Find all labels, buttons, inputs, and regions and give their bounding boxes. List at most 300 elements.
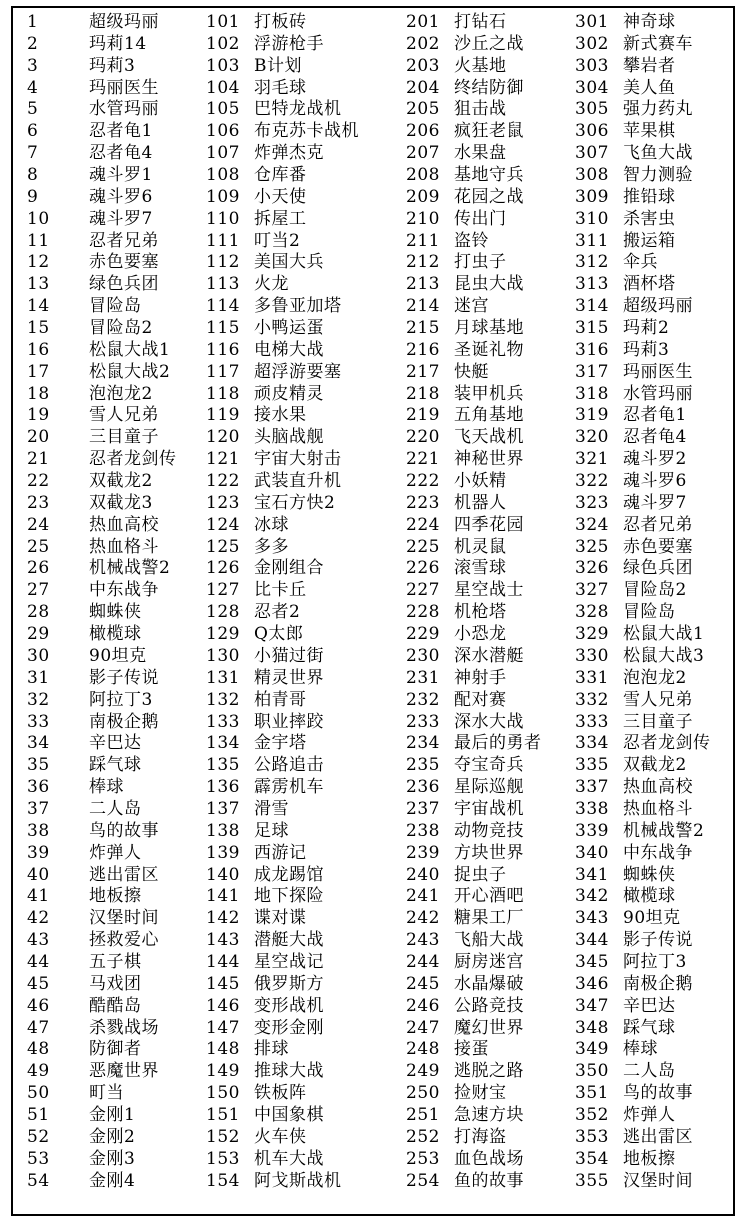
game-title: 阿戈斯战机 (254, 1170, 342, 1191)
game-title: 辛巴达 (623, 995, 676, 1016)
game-number: 350 (575, 1061, 609, 1082)
game-number: 102 (206, 33, 240, 54)
game-title: 苹果棋 (623, 121, 676, 142)
game-number: 7 (27, 143, 39, 164)
game-title: 忍者龟4 (89, 143, 153, 164)
game-title: 深水大战 (454, 711, 524, 732)
game-title: 二人岛 (89, 798, 142, 819)
game-number: 306 (575, 121, 609, 142)
game-number: 137 (206, 798, 240, 819)
game-number: 104 (206, 77, 240, 98)
game-number: 145 (206, 973, 240, 994)
game-title: 杀害虫 (623, 208, 676, 229)
game-number: 212 (406, 252, 440, 273)
game-title: 踩气球 (623, 1017, 676, 1038)
game-title: 沙丘之战 (454, 33, 524, 54)
game-title: 足球 (254, 820, 289, 841)
game-number: 244 (406, 951, 440, 972)
game-title: 武装直升机 (254, 471, 342, 492)
game-title: 传出门 (454, 208, 507, 229)
game-number: 315 (575, 318, 609, 339)
game-number: 245 (406, 973, 440, 994)
game-number: 23 (27, 492, 50, 513)
game-number: 211 (406, 230, 440, 251)
game-number: 330 (575, 645, 609, 666)
game-number: 338 (575, 798, 609, 819)
game-number: 322 (575, 471, 609, 492)
game-title: 水管玛丽 (89, 99, 159, 120)
game-title: 成龙踢馆 (254, 864, 324, 885)
game-title: 推球大战 (254, 1061, 324, 1082)
game-title: 宝石方快2 (254, 492, 336, 513)
game-number: 150 (206, 1083, 240, 1104)
game-number: 235 (406, 755, 440, 776)
game-number: 34 (27, 733, 50, 754)
game-number: 312 (575, 252, 609, 273)
game-title: 鸟的故事 (89, 820, 159, 841)
game-title: 潜艇大战 (254, 930, 324, 951)
game-number: 120 (206, 427, 240, 448)
game-title: 排球 (254, 1039, 289, 1060)
game-title: 魂斗罗7 (623, 492, 687, 513)
game-title: 地下探险 (254, 886, 324, 907)
game-title: 打板砖 (254, 12, 307, 32)
game-title: 配对赛 (454, 689, 507, 710)
game-title: 雪人兄弟 (89, 405, 159, 426)
game-number: 319 (575, 405, 609, 426)
game-number: 341 (575, 864, 609, 885)
game-title: 超浮游要塞 (254, 361, 342, 382)
game-title: 蜘蛛侠 (89, 602, 142, 623)
game-number: 116 (206, 339, 240, 360)
game-title: 二人岛 (623, 1061, 676, 1082)
game-number: 130 (206, 645, 240, 666)
game-number: 48 (27, 1039, 50, 1060)
game-number: 201 (406, 12, 440, 32)
game-number: 123 (206, 492, 240, 513)
game-number: 331 (575, 667, 609, 688)
game-number: 349 (575, 1039, 609, 1060)
game-title: 绿色兵团 (623, 558, 693, 579)
game-title: 赤色要塞 (623, 536, 693, 557)
game-number: 337 (575, 777, 609, 798)
game-number: 5 (27, 99, 39, 120)
game-number: 30 (27, 645, 50, 666)
game-number: 342 (575, 886, 609, 907)
game-number: 142 (206, 908, 240, 929)
game-title: 搬运箱 (623, 230, 676, 251)
game-title: 公路追击 (254, 755, 324, 776)
game-title: 宇宙战机 (454, 798, 524, 819)
game-number: 37 (27, 798, 50, 819)
game-title: 小恐龙 (454, 624, 507, 645)
game-title: 水管玛丽 (623, 383, 693, 404)
game-title: 棒球 (89, 777, 124, 798)
game-number: 52 (27, 1126, 50, 1147)
game-title: 橄榄球 (623, 886, 676, 907)
game-title: 火车侠 (254, 1126, 307, 1147)
game-number: 146 (206, 995, 240, 1016)
game-number: 209 (406, 186, 440, 207)
game-title: 金刚4 (89, 1170, 136, 1191)
game-title: 神射手 (454, 667, 507, 688)
game-title: 魂斗罗2 (623, 449, 687, 470)
game-title: 星际巡舰 (454, 777, 524, 798)
game-number: 334 (575, 733, 609, 754)
game-title: 圣诞礼物 (454, 339, 524, 360)
game-title: 拆屋工 (254, 208, 307, 229)
game-number: 152 (206, 1126, 240, 1147)
game-title: 快艇 (454, 361, 489, 382)
game-number: 213 (406, 274, 440, 295)
game-title: 机械战警2 (89, 558, 171, 579)
game-number: 10 (27, 208, 50, 229)
game-number: 105 (206, 99, 240, 120)
game-title: 魔幻世界 (454, 1017, 524, 1038)
game-title: 水晶爆破 (454, 973, 524, 994)
game-title: 飞船大战 (454, 930, 524, 951)
game-title: 头脑战舰 (254, 427, 324, 448)
game-number: 22 (27, 471, 50, 492)
game-number: 340 (575, 842, 609, 863)
game-number: 240 (406, 864, 440, 885)
game-number: 222 (406, 471, 440, 492)
game-title: 小妖精 (454, 471, 507, 492)
game-title: 辛巴达 (89, 733, 142, 754)
game-number: 228 (406, 602, 440, 623)
game-number: 20 (27, 427, 50, 448)
game-number: 127 (206, 580, 240, 601)
game-title: 顽皮精灵 (254, 383, 324, 404)
game-number: 347 (575, 995, 609, 1016)
game-number: 237 (406, 798, 440, 819)
game-number: 323 (575, 492, 609, 513)
game-number: 53 (27, 1148, 50, 1169)
game-number: 49 (27, 1061, 50, 1082)
game-title: 智力测验 (623, 165, 693, 186)
game-number: 141 (206, 886, 240, 907)
game-number: 148 (206, 1039, 240, 1060)
game-number: 248 (406, 1039, 440, 1060)
game-title: Q太郎 (254, 624, 304, 645)
game-number: 113 (206, 274, 240, 295)
game-title: 三目童子 (89, 427, 159, 448)
game-title: 星空战记 (254, 951, 324, 972)
game-title: 开心酒吧 (454, 886, 524, 907)
game-title: 强力药丸 (623, 99, 693, 120)
game-title: 宇宙大射击 (254, 449, 342, 470)
game-title: 热血高校 (623, 777, 693, 798)
game-title: 变形金刚 (254, 1017, 324, 1038)
game-number: 348 (575, 1017, 609, 1038)
game-title: 基地守兵 (454, 165, 524, 186)
game-title: 接蛋 (454, 1039, 489, 1060)
game-title: 最后的勇者 (454, 733, 542, 754)
game-number: 11 (27, 230, 50, 251)
game-title: 逃出雷区 (89, 864, 159, 885)
game-number: 221 (406, 449, 440, 470)
game-number: 36 (27, 777, 50, 798)
game-number: 125 (206, 536, 240, 557)
game-number: 19 (27, 405, 50, 426)
game-title: 泡泡龙2 (623, 667, 687, 688)
game-number: 128 (206, 602, 240, 623)
game-title: 冒险岛2 (623, 580, 687, 601)
game-title: 赤色要塞 (89, 252, 159, 273)
game-number: 54 (27, 1170, 50, 1191)
game-number: 133 (206, 711, 240, 732)
game-number: 44 (27, 951, 50, 972)
game-number: 204 (406, 77, 440, 98)
game-title: 装甲机兵 (454, 383, 524, 404)
game-number: 210 (406, 208, 440, 229)
game-title: 酒杯塔 (623, 274, 676, 295)
game-title: 冒险岛 (623, 602, 676, 623)
game-title: 夺宝奇兵 (454, 755, 524, 776)
game-number: 224 (406, 514, 440, 535)
game-title: 中东战争 (623, 842, 693, 863)
game-title: 四季花园 (454, 514, 524, 535)
game-number: 154 (206, 1170, 240, 1191)
game-number: 8 (27, 165, 39, 186)
game-title: 羽毛球 (254, 77, 307, 98)
game-number: 124 (206, 514, 240, 535)
game-title: 绿色兵团 (89, 274, 159, 295)
game-title: 火基地 (454, 55, 507, 76)
game-title: 接水果 (254, 405, 307, 426)
game-title: 魂斗罗6 (89, 186, 153, 207)
game-number: 238 (406, 820, 440, 841)
game-title: 地板擦 (623, 1148, 676, 1169)
game-title: 职业摔跤 (254, 711, 324, 732)
game-title: 电梯大战 (254, 339, 324, 360)
game-title: 松鼠大战1 (89, 339, 171, 360)
game-number: 51 (27, 1104, 50, 1125)
game-title: 中国象棋 (254, 1104, 324, 1125)
game-title: 西游记 (254, 842, 307, 863)
game-number: 309 (575, 186, 609, 207)
game-number: 103 (206, 55, 240, 76)
game-number: 147 (206, 1017, 240, 1038)
game-number: 136 (206, 777, 240, 798)
game-number: 38 (27, 820, 50, 841)
game-title: 急速方块 (454, 1104, 524, 1125)
game-number: 3 (27, 55, 39, 76)
game-number: 307 (575, 143, 609, 164)
game-title: 公路竞技 (454, 995, 524, 1016)
game-title: 棒球 (623, 1039, 658, 1060)
game-number: 236 (406, 777, 440, 798)
game-title: 糖果工厂 (454, 908, 524, 929)
game-title: 滚雪球 (454, 558, 507, 579)
game-number: 143 (206, 930, 240, 951)
game-number: 17 (27, 361, 50, 382)
game-number: 223 (406, 492, 440, 513)
game-title: 谍对谍 (254, 908, 307, 929)
game-number: 353 (575, 1126, 609, 1147)
game-number: 332 (575, 689, 609, 710)
game-title: 玛莉3 (89, 55, 136, 76)
game-title: 血色战场 (454, 1148, 524, 1169)
game-number: 328 (575, 602, 609, 623)
game-title: 变形战机 (254, 995, 324, 1016)
game-number: 250 (406, 1083, 440, 1104)
game-title: 月球基地 (454, 318, 524, 339)
game-number: 114 (206, 296, 240, 317)
game-title: 五子棋 (89, 951, 142, 972)
game-title: B计划 (254, 55, 302, 76)
game-title: 玛莉3 (623, 339, 670, 360)
game-number: 205 (406, 99, 440, 120)
game-number: 6 (27, 121, 39, 142)
game-number: 139 (206, 842, 240, 863)
game-title: 霹雳机车 (254, 777, 324, 798)
game-number: 15 (27, 318, 50, 339)
game-title: 金宇塔 (254, 733, 307, 754)
game-title: 町当 (89, 1083, 124, 1104)
game-title: 机器人 (454, 492, 507, 513)
game-number: 233 (406, 711, 440, 732)
game-title: 冒险岛 (89, 296, 142, 317)
game-title: 玛丽医生 (89, 77, 159, 98)
game-title: 叮当2 (254, 230, 301, 251)
game-number: 308 (575, 165, 609, 186)
game-number: 119 (206, 405, 240, 426)
game-number: 33 (27, 711, 50, 732)
game-number: 203 (406, 55, 440, 76)
game-number: 214 (406, 296, 440, 317)
game-title: 松鼠大战2 (89, 361, 171, 382)
game-title: 逃出雷区 (623, 1126, 693, 1147)
game-number: 131 (206, 667, 240, 688)
game-number: 229 (406, 624, 440, 645)
game-number: 108 (206, 165, 240, 186)
game-number: 246 (406, 995, 440, 1016)
game-number: 304 (575, 77, 609, 98)
game-number: 253 (406, 1148, 440, 1169)
game-number: 354 (575, 1148, 609, 1169)
game-number: 21 (27, 449, 50, 470)
game-title: 魂斗罗1 (89, 165, 153, 186)
game-number: 326 (575, 558, 609, 579)
game-title: 地板擦 (89, 886, 142, 907)
game-title: 铁板阵 (254, 1083, 307, 1104)
game-number: 325 (575, 536, 609, 557)
game-title: 双截龙2 (623, 755, 687, 776)
game-number: 121 (206, 449, 240, 470)
game-number: 321 (575, 449, 609, 470)
game-number: 303 (575, 55, 609, 76)
game-title: 金刚2 (89, 1126, 136, 1147)
game-number: 26 (27, 558, 50, 579)
game-number: 231 (406, 667, 440, 688)
game-number: 218 (406, 383, 440, 404)
game-number: 355 (575, 1170, 609, 1191)
game-title: 双截龙3 (89, 492, 153, 513)
game-number: 25 (27, 536, 50, 557)
game-number: 112 (206, 252, 240, 273)
game-number: 135 (206, 755, 240, 776)
game-title: 仓库番 (254, 165, 307, 186)
game-number: 316 (575, 339, 609, 360)
game-title: 深水潜艇 (454, 645, 524, 666)
game-number: 132 (206, 689, 240, 710)
game-title: 机灵鼠 (454, 536, 507, 557)
game-number: 39 (27, 842, 50, 863)
game-number: 31 (27, 667, 50, 688)
game-number: 138 (206, 820, 240, 841)
game-title: 火龙 (254, 274, 289, 295)
game-title: 布克苏卡战机 (254, 121, 359, 142)
game-title: 小天使 (254, 186, 307, 207)
game-list-sheet (11, 6, 735, 1216)
game-title: 超级玛丽 (623, 296, 693, 317)
game-number: 345 (575, 951, 609, 972)
game-title: 疯狂老鼠 (454, 121, 524, 142)
game-title: 机械战警2 (623, 820, 705, 841)
game-title: 中东战争 (89, 580, 159, 601)
game-title: 南极企鹅 (623, 973, 693, 994)
game-number: 346 (575, 973, 609, 994)
game-number: 18 (27, 383, 50, 404)
game-number: 311 (575, 230, 609, 251)
game-number: 206 (406, 121, 440, 142)
game-number: 344 (575, 930, 609, 951)
game-title: 捉虫子 (454, 864, 507, 885)
game-number: 149 (206, 1061, 240, 1082)
game-number: 106 (206, 121, 240, 142)
game-number: 243 (406, 930, 440, 951)
game-title: 炸弹杰克 (254, 143, 324, 164)
game-title: 忍者龟1 (623, 405, 687, 426)
game-number: 207 (406, 143, 440, 164)
game-number: 115 (206, 318, 240, 339)
game-title: 精灵世界 (254, 667, 324, 688)
game-title: 马戏团 (89, 973, 142, 994)
game-title: 忍者兄弟 (623, 514, 693, 535)
game-title: 机车大战 (254, 1148, 324, 1169)
game-number: 314 (575, 296, 609, 317)
game-number: 107 (206, 143, 240, 164)
game-title: 影子传说 (89, 667, 159, 688)
game-title: 忍者龟1 (89, 121, 153, 142)
game-number: 234 (406, 733, 440, 754)
game-title: 迷宫 (454, 296, 489, 317)
game-number: 13 (27, 274, 50, 295)
game-number: 220 (406, 427, 440, 448)
game-title: 方块世界 (454, 842, 524, 863)
game-number: 117 (206, 361, 240, 382)
game-number: 144 (206, 951, 240, 972)
game-title: 忍者兄弟 (89, 230, 159, 251)
game-number: 45 (27, 973, 50, 994)
game-number: 317 (575, 361, 609, 382)
game-number: 230 (406, 645, 440, 666)
game-title: 水果盘 (454, 143, 507, 164)
game-number: 111 (206, 230, 240, 251)
game-title: 阿拉丁3 (89, 689, 153, 710)
game-title: 打钻石 (454, 12, 507, 32)
game-number: 202 (406, 33, 440, 54)
game-number: 14 (27, 296, 50, 317)
game-title: 逃脱之路 (454, 1061, 524, 1082)
game-number: 247 (406, 1017, 440, 1038)
game-title: 魂斗罗7 (89, 208, 153, 229)
game-title: 神秘世界 (454, 449, 524, 470)
game-title: 金刚1 (89, 1104, 136, 1125)
game-title: 影子传说 (623, 930, 693, 951)
game-number: 140 (206, 864, 240, 885)
